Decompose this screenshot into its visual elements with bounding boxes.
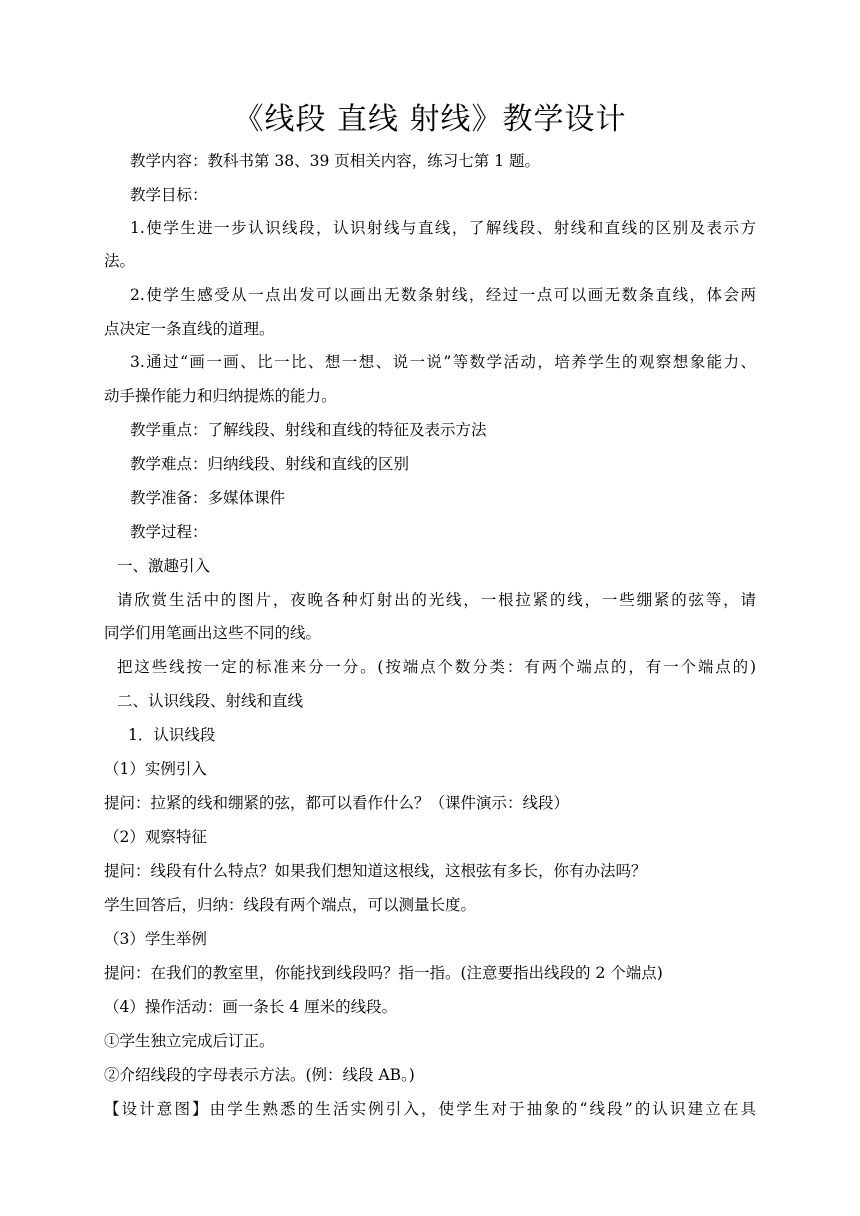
step-4-item-2: ②介绍线段的字母表示方法。(例：线段 AB。) [104, 1066, 415, 1084]
teaching-content-line: 教学内容：教科书第 38、39 页相关内容，练习七第 1 题。 [130, 152, 541, 170]
goal-2-line-1: 2.使学生感受从一点出发可以画出无数条射线，经过一点可以画无数条直线，体会两 [130, 286, 756, 304]
difficulties-line: 教学难点：归纳线段、射线和直线的区别 [130, 455, 410, 473]
goal-2-line-2: 点决定一条直线的道理。 [104, 320, 275, 338]
classify-line: 把这些线按一定的标准来分一分。(按端点个数分类：有两个端点的，有一个端点的) [117, 658, 756, 676]
section-2-heading: 二、认识线段、射线和直线 [117, 692, 304, 710]
step-1-question: 提问：拉紧的线和绷紧的弦，都可以看作什么？（课件演示：线段） [104, 794, 570, 812]
step-4-heading: （4）操作活动：画一条长 4 厘米的线段。 [104, 998, 398, 1016]
step-3-heading: （3）学生举例 [104, 930, 207, 948]
document-title: 《线段 直线 射线》教学设计 [233, 102, 627, 137]
preparation-line: 教学准备：多媒体课件 [130, 489, 286, 507]
step-3-question: 提问：在我们的教室里，你能找到线段吗？指一指。(注意要指出线段的 2 个端点) [104, 964, 663, 982]
goal-1-line-1: 1.使学生进一步认识线段，认识射线与直线，了解线段、射线和直线的区别及表示方 [130, 219, 756, 237]
step-2-heading: （2）观察特征 [104, 828, 207, 846]
step-2-summary: 学生回答后，归纳：线段有两个端点，可以测量长度。 [104, 896, 477, 914]
intro-paragraph-line-1: 请欣赏生活中的图片，夜晚各种灯射出的光线，一根拉紧的线，一些绷紧的弦等，请 [117, 591, 756, 609]
key-points-line: 教学重点：了解线段、射线和直线的特征及表示方法 [130, 421, 487, 439]
subsection-1-heading: 1．认识线段 [128, 726, 216, 744]
goal-1-line-2: 法。 [104, 252, 136, 270]
goal-3-line-1: 3.通过“画一画、比一比、想一想、说一说”等数学活动，培养学生的观察想象能力、 [130, 353, 756, 371]
section-1-heading: 一、激趣引入 [117, 557, 211, 575]
step-2-question: 提问：线段有什么特点？如果我们想知道这根线，这根弦有多长，你有办法吗？ [104, 862, 647, 880]
teaching-goals-heading: 教学目标： [130, 186, 208, 204]
design-intent-line: 【设计意图】由学生熟悉的生活实例引入，使学生对于抽象的“线段”的认识建立在具 [104, 1100, 756, 1118]
step-1-heading: （1）实例引入 [104, 760, 207, 778]
intro-paragraph-line-2: 同学们用笔画出这些不同的线。 [104, 624, 322, 642]
step-4-item-1: ①学生独立完成后订正。 [104, 1032, 275, 1050]
process-heading: 教学过程： [130, 523, 208, 541]
goal-3-line-2: 动手操作能力和归纳提炼的能力。 [104, 387, 337, 405]
